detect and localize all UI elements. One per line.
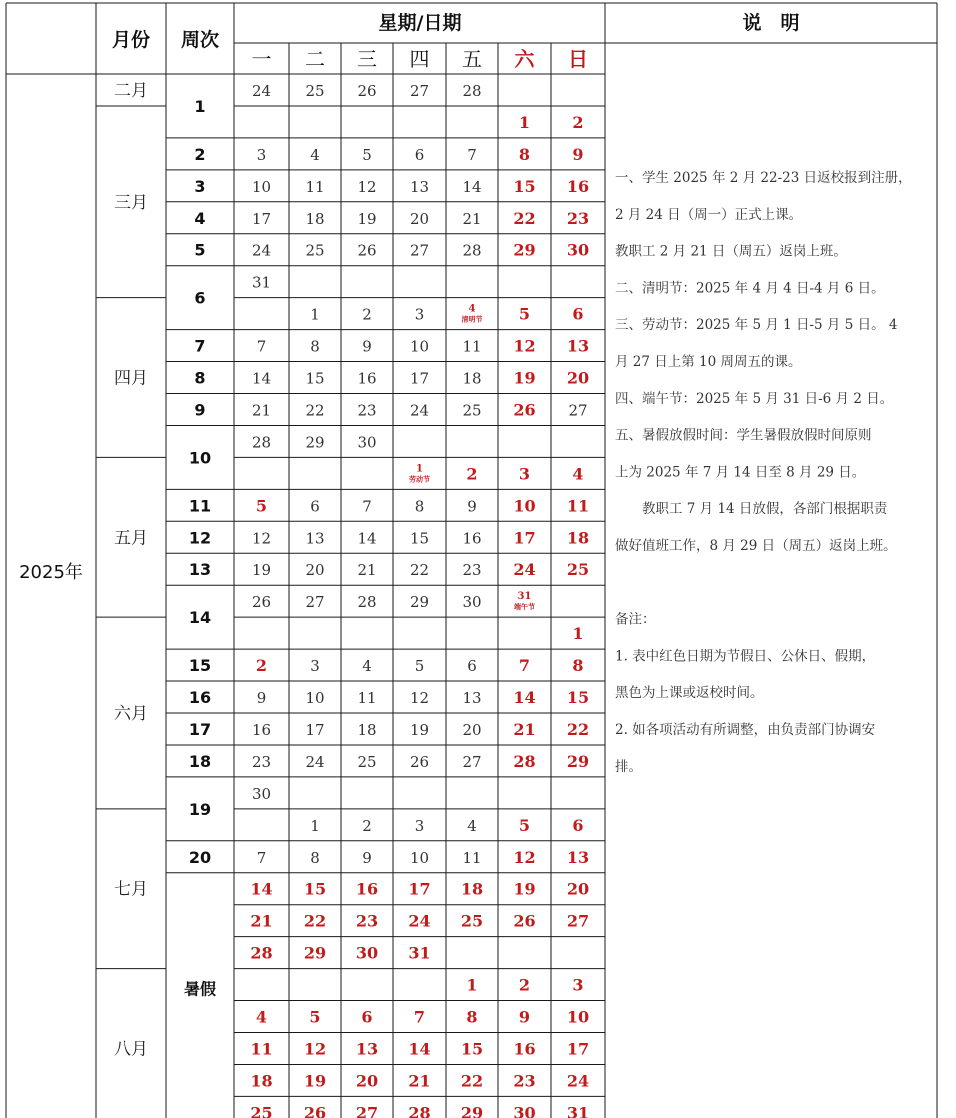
week-number: 20: [188, 847, 212, 867]
date-cell: 28: [357, 593, 377, 612]
header-notes: 说 明: [742, 12, 800, 34]
date-cell: 23: [251, 752, 272, 771]
month-label: 八月: [114, 1039, 148, 1060]
date-cell: 25: [566, 560, 590, 580]
date-cell: 14: [357, 529, 377, 548]
date-cell: 1: [518, 112, 531, 132]
date-cell: 6: [361, 1007, 373, 1027]
date-cell: 22: [566, 719, 590, 739]
date-cell: 22: [409, 561, 430, 580]
date-cell: 4: [572, 464, 584, 484]
date-cell: 11: [305, 177, 325, 196]
date-cell: 12: [409, 689, 430, 708]
date-cell: 7: [467, 145, 477, 164]
date-cell: 17: [251, 209, 272, 228]
week-number: 18: [188, 751, 212, 771]
week-number: 15: [188, 656, 212, 676]
date-cell: 9: [362, 848, 372, 867]
date-cell: 5: [518, 304, 531, 324]
date-cell: 26: [357, 81, 377, 100]
date-cell: 22: [303, 911, 327, 931]
date-cell: 11: [250, 1039, 273, 1059]
weekday-heading: 五: [462, 47, 482, 71]
date-cell: 26: [303, 1103, 327, 1118]
date-cell: 31: [408, 943, 431, 963]
date-cell: 2: [362, 305, 372, 324]
date-cell: 19: [303, 1071, 327, 1091]
date-cell: 16: [513, 1039, 536, 1059]
note-line: 上为 2025 年 7 月 14 日至 8 月 29 日。: [615, 464, 866, 481]
date-cell: 25: [460, 911, 484, 931]
note-line: 1. 表中红色日期为节假日、公休日、假期，: [615, 648, 876, 665]
note-line: 2. 如各项活动有所调整，由负责部门协调安: [615, 722, 876, 738]
date-cell: 9: [467, 497, 477, 516]
date-cell: 30: [251, 784, 272, 803]
note-line: 二、清明节：2025 年 4 月 4 日-4 月 6 日。: [615, 280, 885, 297]
date-cell: 5: [414, 657, 425, 676]
date-cell: 31: [517, 591, 532, 603]
date-cell: 26: [357, 241, 377, 260]
holiday-tag: 劳动节: [409, 475, 430, 484]
date-cell: 24: [566, 1071, 590, 1091]
date-cell: 2: [572, 112, 584, 132]
week-number: 2: [194, 144, 206, 164]
date-cell: 31: [251, 273, 272, 292]
date-cell: 19: [357, 209, 377, 228]
date-cell: 15: [566, 688, 590, 708]
date-cell: 10: [513, 496, 536, 516]
date-cell: 13: [355, 1039, 379, 1059]
date-cell: 1: [310, 305, 320, 324]
date-cell: 15: [305, 369, 325, 388]
note-line: 2 月 24 日（周一）正式上课。: [615, 206, 803, 223]
date-cell: 25: [305, 81, 325, 100]
date-cell: 18: [460, 879, 484, 899]
date-cell: 17: [409, 369, 430, 388]
date-cell: 14: [462, 177, 482, 196]
date-cell: 28: [462, 241, 482, 260]
date-cell: 27: [305, 593, 325, 612]
week-number: 13: [188, 560, 212, 580]
weekday-heading: 日: [568, 47, 588, 71]
date-cell: 1: [416, 463, 423, 475]
date-cell: 9: [572, 144, 584, 164]
date-cell: 21: [408, 1071, 431, 1091]
month-label: 六月: [114, 704, 148, 724]
date-cell: 29: [513, 240, 536, 260]
year-label: 2025年: [19, 562, 83, 583]
week-number: 11: [188, 496, 212, 516]
date-cell: 7: [256, 337, 267, 356]
date-cell: 9: [256, 689, 267, 708]
week-number: 16: [188, 688, 212, 708]
date-cell: 4: [255, 1007, 268, 1027]
date-cell: 17: [513, 528, 536, 548]
date-cell: 21: [250, 911, 273, 931]
date-cell: 2: [255, 656, 268, 676]
date-cell: 10: [251, 177, 272, 196]
date-cell: 30: [357, 433, 377, 452]
date-cell: 12: [303, 1039, 327, 1059]
date-cell: 24: [409, 401, 430, 420]
date-cell: 11: [462, 337, 482, 356]
date-cell: 4: [468, 303, 476, 315]
date-cell: 18: [566, 528, 590, 548]
date-cell: 6: [414, 145, 425, 164]
date-cell: 25: [305, 241, 325, 260]
date-cell: 1: [310, 816, 320, 835]
week-number: 9: [194, 400, 206, 420]
note-line: 排。: [615, 758, 642, 775]
date-cell: 10: [566, 1007, 590, 1027]
date-cell: 8: [572, 656, 584, 676]
date-cell: 27: [462, 752, 482, 771]
date-cell: 14: [513, 688, 536, 708]
date-cell: 20: [566, 879, 590, 899]
date-cell: 14: [251, 369, 272, 388]
date-cell: 22: [305, 401, 325, 420]
date-cell: 13: [305, 529, 325, 548]
date-cell: 4: [467, 816, 477, 835]
date-cell: 6: [467, 657, 477, 676]
date-cell: 30: [566, 240, 590, 260]
date-cell: 29: [566, 751, 590, 771]
weekday-heading: 四: [409, 47, 430, 71]
date-cell: 30: [355, 943, 379, 963]
date-cell: 18: [305, 209, 325, 228]
date-cell: 11: [357, 689, 377, 708]
summer-label: 暑假: [183, 979, 217, 999]
date-cell: 23: [462, 561, 482, 580]
note-line: 教职工 7 月 14 日放假，各部门根据职责: [615, 501, 888, 518]
date-cell: 11: [566, 496, 590, 516]
date-cell: 10: [409, 337, 430, 356]
date-cell: 21: [513, 719, 536, 739]
date-cell: 6: [572, 304, 584, 324]
week-number: 14: [188, 608, 212, 628]
date-cell: 7: [413, 1007, 426, 1027]
date-cell: 27: [409, 241, 430, 260]
date-cell: 20: [409, 209, 430, 228]
date-cell: 15: [409, 529, 430, 548]
date-cell: 9: [518, 1007, 531, 1027]
date-cell: 10: [305, 689, 325, 708]
date-cell: 1: [466, 975, 478, 995]
week-number: 4: [194, 208, 206, 228]
date-cell: 20: [462, 720, 482, 739]
date-cell: 18: [357, 720, 377, 739]
date-cell: 28: [250, 943, 273, 963]
date-cell: 12: [513, 847, 536, 867]
header-weekday-group: 星期/日期: [378, 12, 462, 34]
date-cell: 25: [462, 401, 482, 420]
date-cell: 4: [310, 145, 320, 164]
date-cell: 15: [303, 879, 327, 899]
date-cell: 25: [250, 1103, 273, 1118]
date-cell: 2: [466, 464, 478, 484]
note-line: 月 27 日上第 10 周周五的课。: [615, 354, 802, 370]
week-number: 19: [188, 799, 212, 819]
date-cell: 3: [256, 145, 267, 164]
date-cell: 16: [462, 529, 482, 548]
date-cell: 16: [251, 720, 272, 739]
date-cell: 8: [518, 144, 531, 164]
month-label: 三月: [114, 192, 148, 213]
weekday-heading: 一: [251, 47, 272, 71]
date-cell: 2: [362, 816, 372, 835]
date-cell: 11: [462, 848, 482, 867]
date-cell: 21: [357, 561, 377, 580]
date-cell: 27: [355, 1103, 379, 1118]
date-cell: 7: [256, 848, 267, 867]
date-cell: 14: [250, 879, 273, 899]
date-cell: 3: [414, 305, 425, 324]
month-label: 二月: [114, 80, 148, 101]
note-line: 五、暑假放假时间：学生暑假放假时间原则: [615, 427, 872, 444]
date-cell: 23: [357, 401, 377, 420]
note-line: 四、端午节：2025 年 5 月 31 日-6 月 2 日。: [615, 390, 894, 407]
week-number: 12: [188, 528, 212, 548]
weekday-heading: 六: [514, 47, 535, 71]
date-cell: 15: [460, 1039, 484, 1059]
date-cell: 28: [408, 1103, 431, 1118]
date-cell: 17: [566, 1039, 590, 1059]
date-cell: 24: [305, 752, 325, 771]
date-cell: 26: [409, 752, 430, 771]
holiday-tag: 清明节: [461, 315, 483, 324]
date-cell: 5: [518, 815, 531, 835]
date-cell: 27: [566, 911, 590, 931]
week-number: 17: [188, 719, 212, 739]
date-cell: 16: [357, 369, 377, 388]
date-cell: 5: [255, 496, 268, 516]
holiday-tag: 端午节: [514, 603, 535, 612]
date-cell: 20: [566, 368, 590, 388]
date-cell: 17: [305, 720, 325, 739]
date-cell: 28: [251, 433, 272, 452]
date-cell: 13: [409, 177, 430, 196]
week-number: 3: [194, 176, 206, 196]
date-cell: 8: [310, 848, 320, 867]
date-cell: 12: [513, 336, 536, 356]
date-cell: 1: [572, 624, 584, 644]
week-number: 5: [194, 240, 206, 260]
date-cell: 29: [409, 593, 430, 612]
date-cell: 13: [566, 847, 590, 867]
date-cell: 8: [466, 1007, 478, 1027]
date-cell: 8: [310, 337, 320, 356]
date-cell: 12: [251, 529, 272, 548]
date-cell: 19: [251, 561, 272, 580]
date-cell: 19: [513, 368, 536, 388]
date-cell: 27: [568, 401, 588, 420]
week-number: 6: [194, 288, 206, 308]
date-cell: 29: [303, 943, 327, 963]
date-cell: 23: [355, 911, 379, 931]
header-week: 周次: [180, 29, 220, 51]
date-cell: 6: [310, 497, 320, 516]
date-cell: 31: [566, 1103, 590, 1118]
date-cell: 29: [305, 433, 325, 452]
month-label: 四月: [114, 368, 148, 389]
weekday-heading: 三: [357, 47, 377, 71]
date-cell: 27: [409, 81, 430, 100]
date-cell: 3: [518, 464, 531, 484]
note-line: 一、学生 2025 年 2 月 22-23 日返校报到注册，: [615, 170, 912, 186]
date-cell: 26: [251, 593, 272, 612]
date-cell: 18: [250, 1071, 273, 1091]
note-line: 黑色为上课或返校时间。: [615, 685, 764, 702]
date-cell: 20: [355, 1071, 379, 1091]
date-cell: 21: [251, 401, 272, 420]
date-cell: 10: [409, 848, 430, 867]
date-cell: 13: [566, 336, 590, 356]
note-line: 三、劳动节：2025 年 5 月 1 日-5 月 5 日。 4: [615, 317, 898, 334]
weekday-heading: 二: [305, 47, 325, 71]
week-number: 8: [194, 368, 206, 388]
date-cell: 24: [408, 911, 431, 931]
date-cell: 19: [409, 720, 430, 739]
date-cell: 25: [357, 752, 377, 771]
date-cell: 3: [310, 657, 320, 676]
date-cell: 26: [513, 400, 536, 420]
date-cell: 9: [362, 337, 372, 356]
date-cell: 4: [362, 657, 372, 676]
notes-remark-heading: 备注：: [615, 611, 656, 628]
header-month: 月份: [111, 29, 151, 51]
date-cell: 30: [513, 1103, 536, 1118]
date-cell: 20: [305, 561, 325, 580]
date-cell: 8: [414, 497, 425, 516]
date-cell: 17: [408, 879, 431, 899]
date-cell: 22: [460, 1071, 484, 1091]
date-cell: 19: [513, 879, 536, 899]
date-cell: 23: [566, 208, 590, 228]
note-line: 做好值班工作，8 月 29 日（周五）返岗上班。: [615, 538, 897, 554]
date-cell: 28: [462, 81, 482, 100]
date-cell: 26: [513, 911, 536, 931]
month-label: 七月: [114, 879, 148, 900]
week-number: 10: [188, 448, 212, 468]
date-cell: 3: [572, 975, 584, 995]
date-cell: 12: [357, 177, 377, 196]
date-cell: 24: [251, 81, 272, 100]
date-cell: 21: [462, 209, 482, 228]
date-cell: 13: [462, 689, 482, 708]
month-label: 五月: [114, 528, 148, 549]
date-cell: 24: [513, 560, 536, 580]
date-cell: 3: [414, 816, 425, 835]
date-cell: 2: [518, 975, 531, 995]
date-cell: 24: [251, 241, 272, 260]
week-number: 1: [194, 96, 206, 116]
date-cell: 5: [362, 145, 372, 164]
date-cell: 7: [518, 656, 531, 676]
date-cell: 5: [309, 1007, 321, 1027]
date-cell: 14: [408, 1039, 431, 1059]
date-cell: 6: [572, 815, 584, 835]
date-cell: 23: [513, 1071, 536, 1091]
date-cell: 22: [513, 208, 536, 228]
date-cell: 28: [513, 751, 536, 771]
date-cell: 16: [355, 879, 379, 899]
date-cell: 29: [460, 1103, 484, 1118]
date-cell: 16: [566, 176, 590, 196]
week-number: 7: [194, 336, 206, 356]
date-cell: 18: [462, 369, 482, 388]
date-cell: 7: [362, 497, 372, 516]
date-cell: 30: [462, 593, 482, 612]
date-cell: 15: [513, 176, 536, 196]
note-line: 教职工 2 月 21 日（周五）返岗上班。: [615, 243, 847, 260]
